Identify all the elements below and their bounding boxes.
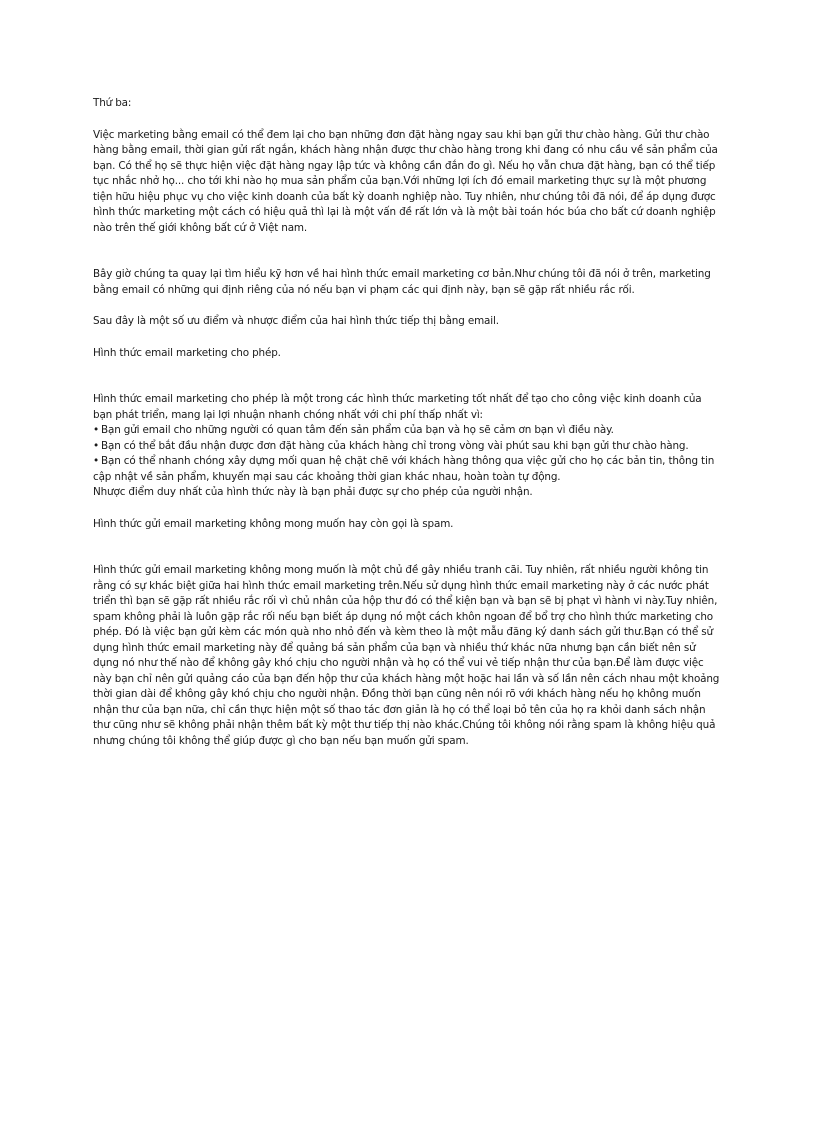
section-title-spam: Hình thức gửi email marketing không mong muốn hay còn gọi là spam. xyxy=(93,517,454,530)
spacer xyxy=(93,298,723,314)
section-title-permission: Hình thức email marketing cho phép. xyxy=(93,346,281,359)
spacer xyxy=(93,330,723,346)
bullet-item: • Bạn có thể nhanh chóng xây dựng mối quan hệ chặt chẽ với khách hàng thông qua việc gửi cho họ các bản tin, thông tin cập nhật về sản phẩm, khuyến mại sau các khoảng thời gian khác nhau, hoàn toàn tự động. xyxy=(93,454,723,485)
spacer xyxy=(93,501,723,517)
document-page xyxy=(93,96,723,749)
section-heading: Thứ ba: xyxy=(93,97,132,109)
paragraph-overview: Bây giờ chúng ta quay lại tìm hiểu kỹ hơn về hai hình thức email marketing cơ bản.Như chúng tôi đã nói ở trên, marketing bằng email có những qui định riêng của nó nếu bạn vi phạm các qui định này, bạn sẽ gặp rất nhiều rắc rối. xyxy=(93,268,711,296)
spacer xyxy=(93,236,723,267)
spacer xyxy=(93,112,723,128)
paragraph-permission-drawback: Nhược điểm duy nhất của hình thức này là bạn phải được sự cho phép của người nhận. xyxy=(93,486,533,498)
bullet-item: • Bạn gửi email cho những người có quan tâm đến sản phẩm của bạn và họ sẽ cảm ơn bạn vì điều này. xyxy=(93,423,723,439)
spacer xyxy=(93,532,723,563)
paragraph-spam-body: Hình thức gửi email marketing không mong muốn là một chủ đề gây nhiều tranh cãi. Tuy nhiên, rất nhiều người không tin rằng có sự khác biệt giữa hai hình thức email marketing trên.Nếu sử dụng hình thức email marketing này ở các nước phát triển thì bạn sẽ gặp rất nhiều rắc rối vì chủ nhân của hộp thư đó có thể kiện bạn và bạn sẽ bị phạt vì hành vi này.Tuy nhiên, spam không phải là luôn gặp rắc rối nếu bạn biết áp dụng nó một cách khôn ngoan để bổ trợ cho hình thức marketing cho phép. Đó là việc bạn gửi kèm các món quà nho nhỏ đến và kèm theo là một mẫu đăng ký danh sách gửi thư.Bạn có thể sử dụng hình thức email marketing này để quảng bá sản phẩm của bạn và nhiều thứ khác nữa nhưng bạn cần biết nên sử dụng nó như thế nào để không gây khó chịu cho người nhận và họ có thể vui vẻ tiếp nhận thư của bạn.Để làm được việc này bạn chỉ nên gửi quảng cáo của bạn đến hộp thư của khách hàng một hoặc hai lần và số lần nên cách nhau một khoảng thời gian dài để không gây khó chịu cho người nhận. Đồng thời bạn cũng nên nói rõ với khách hàng nếu họ không muốn nhận thư của bạn nữa, chỉ cần thực hiện một số thao tác đơn giản là họ có thể loại bỏ tên của họ ra khỏi danh sách nhận thư cũng như sẽ không phải nhận thêm bất kỳ một thư tiếp thị nào khác.Chúng tôi không nói rằng spam là không hiệu quả nhưng chúng tôi không thể giúp được gì cho bạn nếu bạn muốn gửi spam. xyxy=(93,564,720,747)
paragraph-permission-intro: Hình thức email marketing cho phép là một trong các hình thức marketing tốt nhất để tạo cho công việc kinh doanh của bạn phát triển, mang lại lợi nhuận nhanh chóng nhất với chi phí thấp nhất vì: xyxy=(93,393,702,421)
spacer xyxy=(93,361,723,392)
paragraph-intro: Việc marketing bằng email có thể đem lại cho bạn những đơn đặt hàng ngay sau khi bạn gửi thư chào hàng. Gửi thư chào hàng bằng email, thời gian gửi rất ngắn, khách hàng nhận được thư chào hàng trong khi đang có nhu cầu về sản phẩm của bạn. Có thể họ sẽ thực hiện việc đặt hàng ngay lập tức và không cần đắn đo gì. Nếu họ vẫn chưa đặt hàng, bạn có thể tiếp tục nhắc nhở họ... cho tới khi nào họ mua sản phẩm của bạn.Với những lợi ích đó email marketing thực sự là một phương tiện hữu hiệu phục vụ cho việc kinh doanh của bất kỳ doanh nghiệp nào. Tuy nhiên, như chúng tôi đã nói, để áp dụng được hình thức marketing một cách có hiệu quả thì lại là một vấn đề rất lớn và là một bài toán hóc búa cho bất cứ doanh nghiệp nào trên thế giới không bất cứ ở Việt nam. xyxy=(93,128,718,234)
bullet-item: • Bạn có thể bắt đầu nhận được đơn đặt hàng của khách hàng chỉ trong vòng vài phút sau khi bạn gửi thư chào hàng. xyxy=(93,439,723,455)
paragraph-pros-cons: Sau đây là một số ưu điểm và nhược điểm của hai hình thức tiếp thị bằng email. xyxy=(93,315,499,327)
